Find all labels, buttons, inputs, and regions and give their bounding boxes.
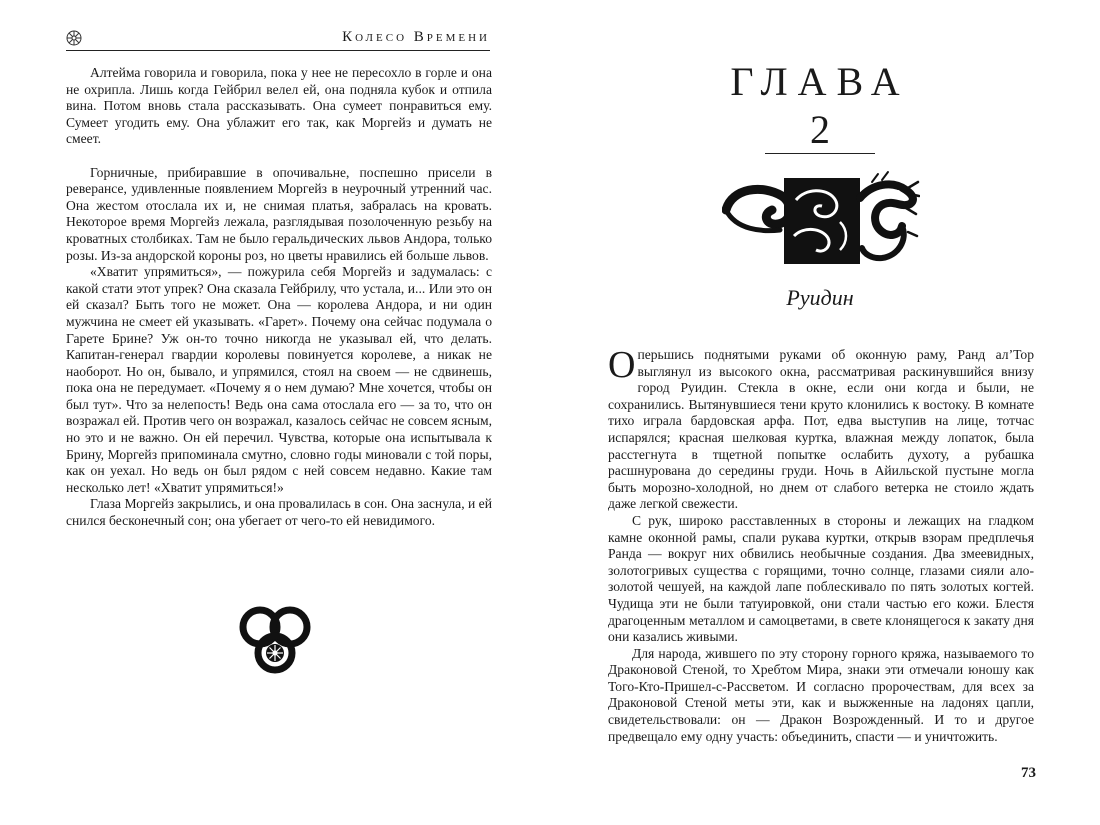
ornament-icon [66,30,82,46]
paragraph-text: перьшись поднятыми руками об оконную раму, Ранд ал’Тор выглянул из высокого окна, рассматривая раскинувшийся внизу город Руидин. Стекла в окне, если они когда и были, не сохранились. Вытянувшиеся тени круто клонились к востоку. В комнате тихо играла бардовская арфа. Пот, едва выступив на лице, тотчас испарялся; красная шелковая куртка, влажная между лопаток, была расстегнута в тщетной попытке ослабить духоту, а рубашка расшнурована до середины груди. Ночь в Айильской пустыне могла быть морозно-холодной, но днем от слабого ветерка не стоило ждать даже легкой свежести. [608,347,1034,512]
paragraph: Глаза Моргейз закрылись, и она провалилась в сон. Она заснула, и ей снился бесконечный сон; она убегает от чего-то ей невидимого. [66,496,492,529]
right-page [550,0,1100,825]
chapter-label: ГЛАВА [730,59,910,104]
dragon-emblem-icon [722,170,920,268]
running-title: Колесо Времени [342,29,490,45]
section-break [66,148,492,165]
paragraph: Горничные, прибиравшие в опочивальне, поспешно присели в реверансе, удивленные появлением Моргейз в неурочный утренний час. Она жестом отослала их и, не снимая платья, забралась на кровать. Некоторое время Моргейз лежала, разглядывая позолоченную резьбу на кроватных столбиках. Там не было геральдических львов Андора, только розы. Из-за андорской короны роз, но цветы нравились ей больше львов. [66,164,492,263]
chapter-title: Руидин [786,285,854,310]
paragraph [608,344,1034,513]
drop-cap: О [608,344,636,386]
left-body-text [66,65,492,530]
chapter-divider [765,153,875,154]
paragraph: С рук, широко расставленных в стороны и лежащих на гладком камне оконной рамы, спали рукава куртки, открыв взорам предплечья Ранда — вокруг них обвились необычные создания. Два змеевидных, золотогривых существа с горящими, точно солнце, глазами сияли ало-золотой чешуей, на каждой лапе поблескивало по пять золотых когтей. Чудища эти не были татуировкой, они стали частью его кожи. Блестя драгоценным металлом и самоцветами, в свете клонящегося к закату дня они казались живыми. [608,512,1034,645]
paragraph: Алтейма говорила и говорила, пока у нее не пересохло в горле и она не охрипла. Лишь когда Гейбрил велел ей, она подняла кубок и отпила вина. Потом вновь стала рассказывать. Она сумеет понравиться ему. Сумеет угодить ему. Она ублажит его так, как Моргейз и думать не смеет. [66,65,492,147]
paragraph: «Хватит упрямиться», — пожурила себя Моргейз и задумалась: с какой стати этот упрек? Она сказала Гейбрилу, что устала, и... Или это он ей сказал? Быть того не может. Она — королева Андора, и ни один мужчина не смеет ей указывать. «Гарет». Почему она сейчас подумала о Гарете Брине? Уж он-то точно никогда не указывал ей, что делать. Капитан-генерал гвардии королевы повинуется королеве, а никак не наоборот. Но он, бывало, и упрямился, стоял на своем — не сдвинешь, пока она не передумает. «Почему я о нем думаю? Мне хочется, чтобы он был тут». Что за нелепость! Ведь она сама отослала его — за то, что он возражал ей. Против чего он возражал, казалось сейчас не совсем ясным, но это и не важно. Он ей перечил. Чувства, которые она испытывала к Брину, Моргейз припоминала смутно, словно годы миновали с той поры, как он уехал. Но ведь он был рядом с ней совсем недавно. Какие там несколько лет! «Хватит упрямиться!» [66,264,492,495]
running-header [66,30,490,51]
right-body-text [608,344,1034,745]
chapter-number: 2 [810,107,830,152]
wheel-of-time-emblem-icon [238,603,312,677]
page-number: 73 [1021,765,1036,781]
paragraph: Для народа, жившего по эту сторону горного кряжа, называемого то Драконовой Стеной, то Хребтом Мира, знаки эти отмечали юношу как Того-Кто-Пришел-с-Рассветом. И согласно пророчествам, для всех за Драконовой Стеной меты эти, как и выжженные на ладонях цапли, свидетельствовали: он — Дракон Возрожденный. И то и другое предвещало ему одну участь: объединить, спасти — и уничтожить. [608,645,1034,744]
